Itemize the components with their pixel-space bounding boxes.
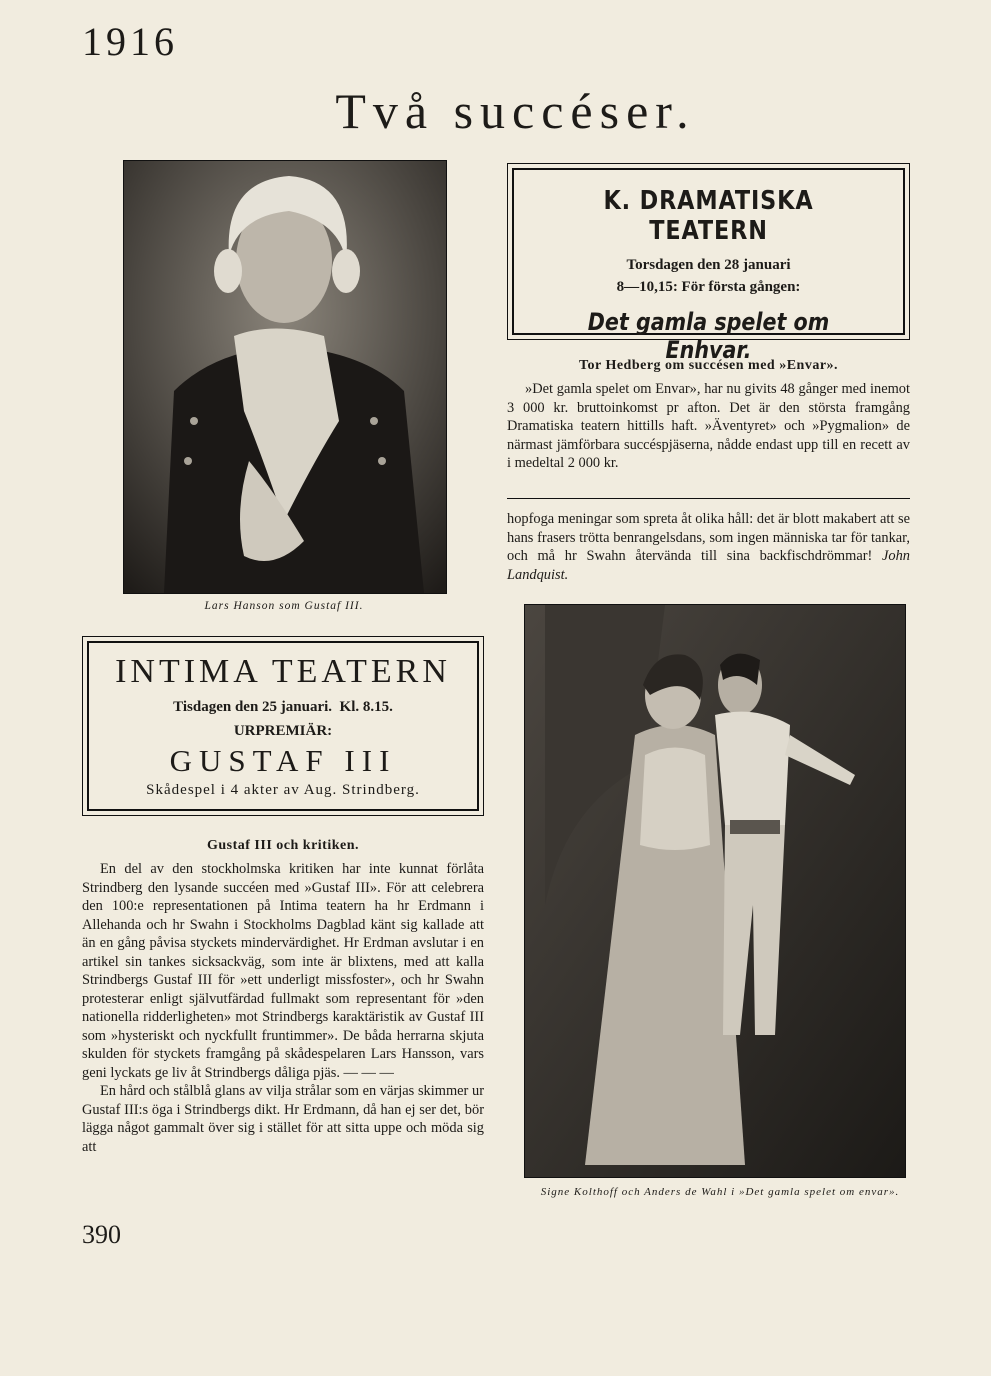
ad-dramatiska-teatern — [507, 163, 910, 364]
article-hedberg — [507, 380, 910, 473]
continuation-text: hopfoga meningar som spreta åt olika håll: det är blott makabert att se hans frasers trötta benrangelsdans, som ingen människa tar för tankar, och må hr Swahn återvända till sina backfischdrömmar! — [507, 511, 910, 564]
ad-theatre-name: INTIMA TEATERN — [115, 653, 451, 690]
section-heading-kritiken: Gustaf III och kritiken. — [206, 838, 360, 853]
article-paragraph: »Det gamla spelet om Envar», har nu givits 48 gånger med inemot 3 000 kr. bruttoinkomst pr afton. Det är den största framgång Dramatiska teatern hittills haft. »Äventyret» och »Pygmalion» de närmast jämförbara succéspjäserna, nådde endast upp till en recett av i medeltal 2 000 kr. — [507, 381, 910, 471]
ad-subtitle: Skådespel i 4 akter av Aug. Strindberg. — [146, 782, 420, 798]
ad-theatre-name: K. DRAMATISKA TEATERN — [603, 186, 814, 246]
ad-date: Tisdagen den 25 januari. Kl. 8.15. — [173, 699, 393, 715]
section-heading-hedberg: Tor Hedberg om succésen med »Envar». — [578, 358, 839, 373]
ad-play-title: Det gamla spelet om Enhvar. — [587, 308, 830, 364]
page-title: Två succéser. — [335, 83, 696, 139]
photo-lars-hanson — [123, 160, 447, 594]
article-continuation — [507, 510, 910, 584]
divider-rule — [507, 498, 910, 499]
page-number: 390 — [82, 1220, 121, 1249]
photo-caption-lars-hanson: Lars Hanson som Gustaf III. — [204, 600, 364, 612]
year-heading: 1916 — [82, 19, 178, 64]
article-paragraph: En del av den stockholmska kritiken har inte kunnat förlåta Strindberg den lysande succéen med »Gustaf III». För att celebrera den 100:e representationen på Intima teatern ha hr Erdmann i Allehanda och hr Swahn i Stockholms Dagblad känt sig kallade att än en gång påvisa styckets mindervärdighet. Hr Erdman avslutar i en artikel sin tankes sicksackväg, som inte är blixtens, med att kalla Strindbergs Gustaf III för »ett underligt missfoster», och hr Swahn protesterar enligt självutfärdad fullmakt som representant för »den nationella ridderligheten» mot Strindbergs karaktäristik av Gustaf III som »hysteriskt och nyckfullt fruntimmer». De båda herrarna skjuta skulden för styckets framgång på skådespelaren Lars Hansson, vars geni lyckats ge liv åt Strindbergs dåliga pjäs. — — — — [82, 861, 484, 1081]
article-kritiken — [82, 860, 484, 1156]
ad-premiere: URPREMIÄR: — [233, 723, 333, 739]
ad-time: 8—10,15: För första gången: — [616, 279, 801, 295]
author-signature: John Landquist. — [507, 548, 910, 583]
photo-kolthoff-de-wahl — [524, 604, 906, 1178]
photo-caption-kolthoff: Signe Kolthoff och Anders de Wahl i »Det gamla spelet om envar». — [540, 1186, 900, 1198]
ad-date: Torsdagen den 28 januari — [626, 257, 791, 273]
article-paragraph: En hård och stålblå glans av vilja strålar som en värjas skimmer ur Gustaf III:s öga i Strindbergs dikt. Hr Erdmann, då han ej ser det, bör lägga något gammalt över sig i stället för att sitta uppe och möda sig att — [82, 1083, 484, 1155]
ad-intima-teatern — [82, 636, 484, 816]
ad-play-title: GUSTAF III — [169, 743, 397, 778]
